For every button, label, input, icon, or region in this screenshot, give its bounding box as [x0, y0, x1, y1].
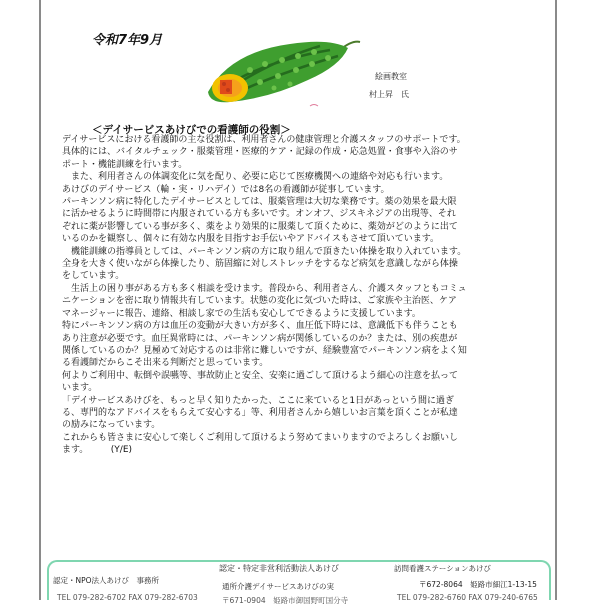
footer-mid-org: 通所介護デイサービスあけびの実	[222, 582, 334, 591]
footer-mid-address: 〒671-0904 姫路市御国野町国分寺	[222, 596, 349, 605]
article-line: ます。 (Y/E)	[62, 445, 133, 456]
article-line: に活かせるように時間帯に内服されている方も多いです。オンオフ、ジスキネジアの出現等、それ	[62, 209, 456, 220]
article-line: パーキンソン病に特化したデイサービスとしては、服薬管理は大切な業務です。薬の効果を最大限	[62, 197, 457, 208]
footer-right-tel: TEL 079-282-6760 FAX 079-240-6765	[397, 593, 538, 602]
article-line: ぞれに薬が影響している事が多く、薬をより効果的に服薬して頂くために、薬効がどのように出て	[62, 221, 458, 232]
article-line: 関係しているのか？見極めて対応するのは非常に難しいですが、経験豊富でパーキンソン病をよく知	[62, 345, 467, 356]
article-line: の励みになっています。	[62, 420, 161, 431]
article-line: ニケーションを密に取り情報共有しています。状態の変化に気づいた時は、ご家族や主治医、ケア	[62, 296, 457, 307]
footer-left-org: 認定・NPO法人あけび 事務所	[53, 576, 160, 585]
article-line: る看護師だからこそ出来る判断だと思っています。	[62, 358, 269, 369]
issue-date: 令和7年9月	[92, 33, 163, 48]
article-line: ポート・機能訓練を行います。	[62, 159, 188, 170]
credit-artist: 村上昇 氏	[369, 90, 409, 99]
article-line: る、専門的なアドバイスをもらえて安心する」等、利用者さんから嬉しいお言葉を頂くことが私達	[62, 407, 458, 418]
article-line: いるのかを観察し、個々に有効な内服を目指すお手伝いやアドバイスもさせて頂いています。	[62, 234, 440, 245]
article-line: これからも皆さまに安心して楽しくご利用して頂けるよう努めてまいりますのでよろしくお願いし	[62, 432, 459, 443]
article-line: 生活上の困り事がある方も多く相談を受けます。普段から、利用者さん、介護スタッフともコミュ	[62, 283, 467, 294]
article-line: あり注意が必要です。血圧異常時には、パーキンソン病が関係しているのか？または、別の疾患が	[62, 333, 458, 344]
footer-right-org: 訪問看護ステーションあけび	[394, 564, 492, 573]
article-body	[62, 134, 542, 457]
footer-right-address: 〒672-8064 姫路市細江1-13-15	[419, 580, 537, 589]
article-line: デイサービスにおける看護師の主な役割は、利用者さんの健康管理と介護スタッフのサポートです。	[62, 135, 466, 145]
footer-left-tel: TEL 079-282-6702 FAX 079-282-6703	[57, 593, 198, 602]
melon-seed-area	[220, 80, 232, 94]
article-title: ＜デイサービスあけびでの看護師の役割＞	[92, 124, 291, 136]
credit-class: 絵画教室	[375, 72, 407, 81]
bitter-melon-illustration	[190, 22, 365, 112]
article-line: あけびのデイサービス（輪・実・リハデイ）では8名の看護師が従事しています。	[62, 184, 390, 195]
article-line: マネージャーに報告、連絡、相談し家での生活も安心してできるように支援しています。	[62, 308, 421, 319]
article-line: 具体的には、バイタルチェック・服薬管理・医療的ケア・記録の作成・応急処置・食事や入浴のサ	[62, 147, 458, 158]
article-line: 機能訓練の指導員としては、パーキンソン病の方に取り組んで頂きたい体操を取り入れています。	[62, 246, 467, 257]
footer-contact-box	[47, 560, 551, 605]
article-line: います。	[62, 383, 98, 394]
article-line: 特にパーキンソン病の方は血圧の変動が大きい方が多く、血圧低下時には、意識低下も伴うことも	[62, 321, 458, 332]
article-line: また、利用者さんの体調変化に気を配り、必要に応じて医療機関への連絡や対応も行います。	[62, 172, 449, 183]
article-line: をしています。	[62, 271, 125, 282]
article-line: 全身を大きく使いながら体操したり、筋固縮に対しストレッチをするなど病気を意識しながら体操	[62, 259, 458, 270]
footer-org-title: 認定・特定非営利活動法人あけび	[219, 564, 339, 573]
article-line: 「デイサービスあけびを、もっと早く知りたかった、ここに来ていると1日があっという間に過ぎ	[62, 395, 455, 406]
artist-mark	[310, 105, 318, 107]
article-line: 何よりご利用中、転倒や誤嚥等、事故防止と安全、安楽に過ごして頂けるよう細心の注意を払って	[62, 370, 459, 381]
